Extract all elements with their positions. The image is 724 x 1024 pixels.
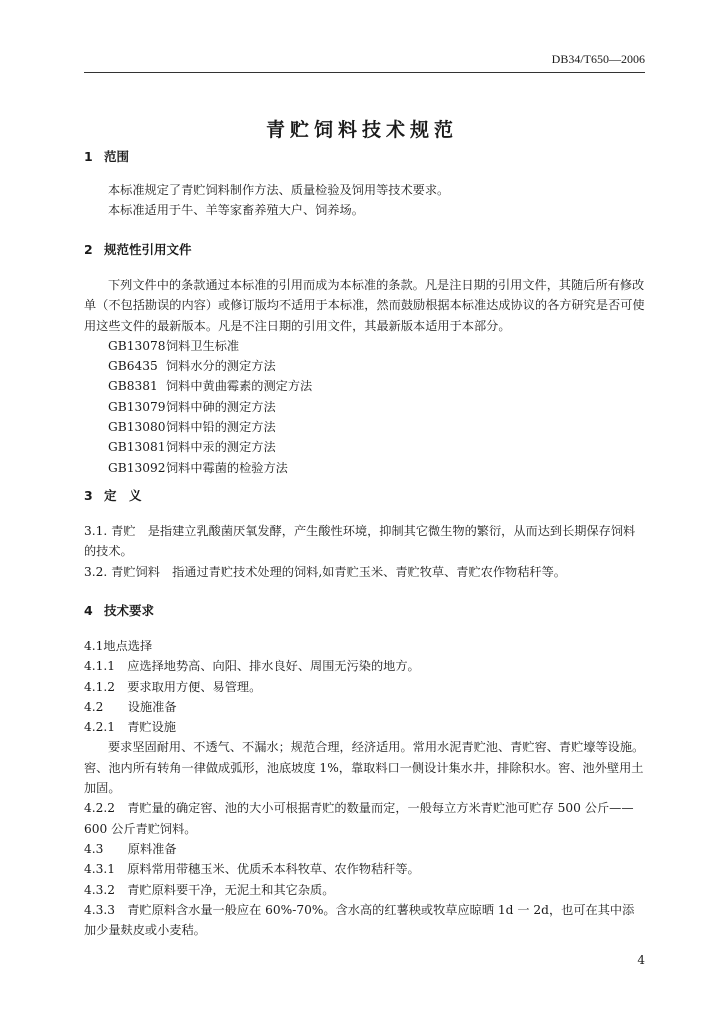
clause: 4.2 设施准备 [84,699,177,714]
standard-code: DB34/T650—2006 [551,52,645,66]
section-number: 4 [84,603,93,618]
reference-code: GB8381 [108,379,158,394]
reference-item [108,437,646,457]
paragraph: 要求坚固耐用、不透气、不漏水；规范合理，经济适用。常用水泥青贮池、青贮窖、青贮壕等设施。窖、池内所有转角一律做成弧形，池底坡度 1%，靠取料口一侧设计集水井，排除积水。窖、池外壁用土加固。 [84,740,645,796]
section-title: 定 义 [104,488,142,503]
section-4-body [84,636,646,940]
paragraph: 4.3.3 青贮原料含水量一般应在 60%-70%。含水高的红薯秧或牧草应晾晒 1d 一 2d，也可在其中添加少量麸皮或小麦秸。 [84,902,635,938]
section-title: 技术要求 [104,603,155,618]
reference-item [108,397,646,417]
clause: 4.1.2 要求取用方便、易管理。 [84,679,262,694]
reference-item [108,336,646,356]
paragraph: 4.2.2 青贮量的确定窖、池的大小可根据青贮的数量而定，一般每立方米青贮池可贮存 500 公斤——600 公斤青贮饲料。 [84,801,634,836]
reference-title: 饲料中砷的测定方法 [166,399,276,414]
reference-item [108,356,646,376]
clause: 4.3.1 原料常用带穗玉米、优质禾本科牧草、农作物秸秆等。 [84,862,420,877]
section-title: 规范性引用文件 [104,242,192,257]
clause: 4.2.1 青贮设施 [84,720,176,735]
reference-title: 饲料水分的测定方法 [166,359,276,374]
reference-code: GB6435 [108,359,158,374]
section-1-body [84,180,646,221]
section-number: 2 [84,242,93,257]
reference-code: GB13080 [108,420,166,435]
reference-code: GB13081 [108,440,166,455]
clause: 4.1地点选择 [84,639,153,653]
definition: 3.1. 青贮 是指建立乳酸菌厌氧发酵，产生酸性环境，抑制其它微生物的繁衍，从而达到长期保存饲料的技术。 [84,524,636,559]
reference-item [108,458,646,478]
reference-code: GB13079 [108,399,166,414]
reference-item [108,417,646,437]
clause: 4.3.2 青贮原料要干净，无泥土和其它杂质。 [84,882,335,897]
reference-code: GB13078 [108,338,166,353]
section-1-heading [84,147,129,165]
clause: 4.1.1 应选择地势高、向阳、排水良好、周围无污染的地方。 [84,659,420,674]
section-2-body [84,275,646,478]
header-divider [84,72,645,73]
clause: 4.3 原料准备 [84,841,177,856]
definition: 3.2. 青贮饲料 指通过青贮技术处理的饲料,如青贮玉米、青贮牧草、青贮农作物秸秆等。 [84,564,566,579]
reference-title: 饲料卫生标准 [166,338,240,353]
section-3-body [84,521,646,582]
paragraph: 下列文件中的条款通过本标准的引用而成为本标准的条款。凡是注日期的引用文件，其随后所有修改单（不包括勘误的内容）或修订版均不适用于本标准，然而鼓励根据本标准达成协议的各方研究是否可使用这些文件的最新版本。凡是不注日期的引用文件，其最新版本适用于本部分。 [84,278,645,333]
section-number: 3 [84,488,93,503]
section-3-heading [84,486,142,504]
reference-code: GB13092 [108,460,166,475]
reference-item [108,376,646,396]
reference-title: 饲料中汞的测定方法 [166,440,276,455]
reference-title: 饲料中霉菌的检验方法 [166,460,288,475]
reference-title: 饲料中黄曲霉素的测定方法 [166,379,313,394]
page-number: 4 [637,953,645,967]
section-title: 范围 [104,149,130,164]
paragraph: 本标准适用于牛、羊等家畜养殖大户、饲养场。 [108,203,364,218]
section-4-heading [84,601,154,619]
document-title: 青贮饲料技术规范 [265,119,458,141]
paragraph: 本标准规定了青贮饲料制作方法、质量检验及饲用等技术要求。 [108,183,450,197]
section-2-heading [84,240,192,258]
reference-title: 饲料中铅的测定方法 [166,420,276,435]
section-number: 1 [84,149,93,164]
